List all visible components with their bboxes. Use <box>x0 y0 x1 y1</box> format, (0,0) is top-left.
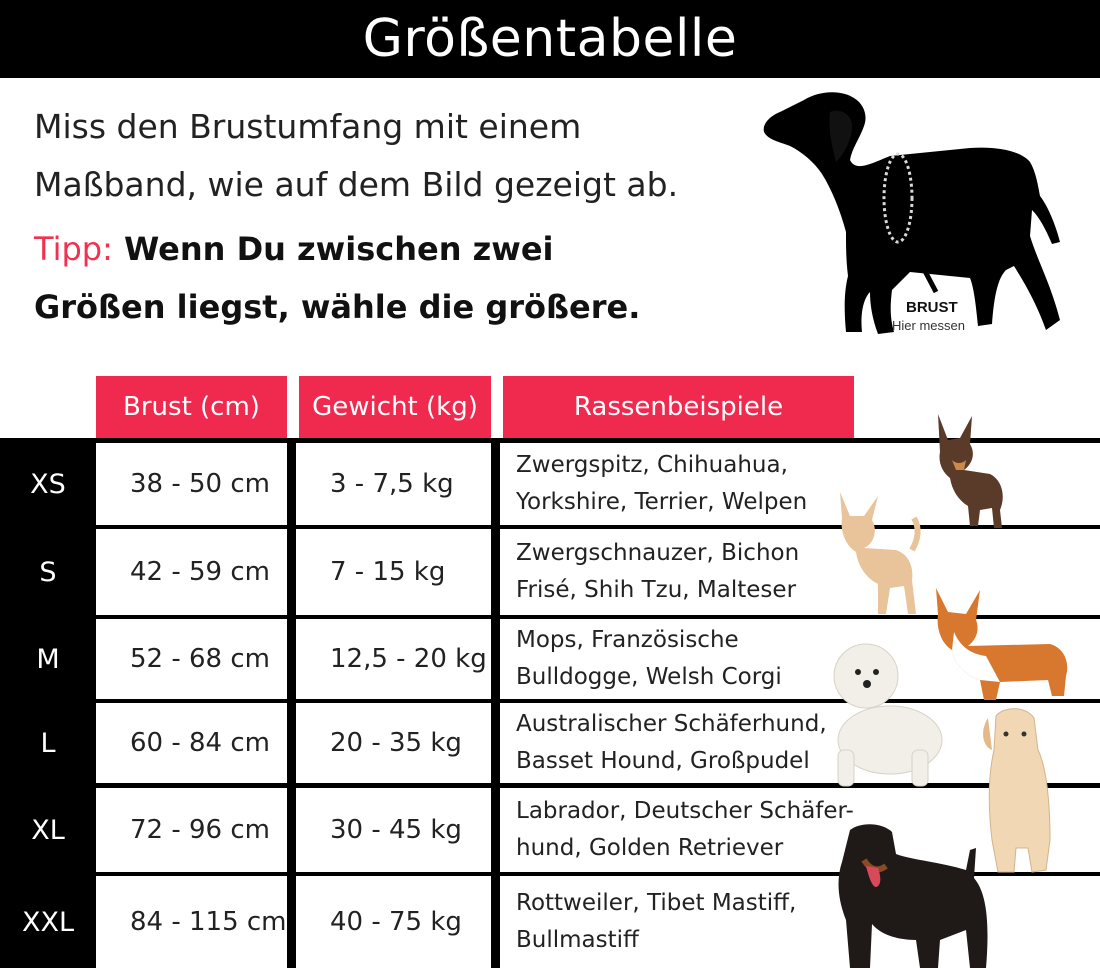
brust-sublabel: Hier messen <box>892 318 965 333</box>
table-row-xs-brust: 38 - 50 cm <box>96 443 287 525</box>
intro-line-2: Maßband, wie auf dem Bild gezeigt ab. <box>34 165 679 204</box>
tip-label: Tipp: <box>34 230 113 268</box>
brust-label: BRUST <box>906 299 958 316</box>
size-label-xl: XL <box>31 814 65 846</box>
rassen-line-1: Australischer Schäferhund, <box>516 711 827 737</box>
dog-silhouette <box>764 92 1060 334</box>
rassen-line-2: Yorkshire, Terrier, Welpen <box>516 489 808 515</box>
tip-line-1 <box>34 220 754 278</box>
table-row-xl-brust: 72 - 96 cm <box>96 788 287 872</box>
title-bar <box>0 0 1100 78</box>
rassen-line-1: Zwergspitz, Chihuahua, <box>516 452 788 478</box>
intro-line-1: Miss den Brustumfang mit einem <box>34 107 582 146</box>
header-rassen: Rassenbeispiele <box>503 376 854 438</box>
size-label-xs: XS <box>30 468 66 500</box>
rassen-line-2: Bullmastiff <box>516 927 639 953</box>
rassen-line-2: Bulldogge, Welsh Corgi <box>516 664 782 690</box>
rassen-line-1: Labrador, Deutscher Schäfer- <box>516 798 854 824</box>
table-row-xl-gewicht: 30 - 45 kg <box>296 788 491 872</box>
size-label-l: L <box>40 727 56 759</box>
page-title: Größentabelle <box>362 9 738 69</box>
rassen-line-1: Zwergschnauzer, Bichon <box>516 540 800 566</box>
table-row-xs-rassen <box>500 443 1100 525</box>
table-row-m-rassen <box>500 619 1100 699</box>
table-row-xxl-gewicht: 40 - 75 kg <box>296 876 491 968</box>
table-row-xxl-brust: 84 - 115 cm <box>96 876 287 968</box>
size-label-s: S <box>39 556 57 588</box>
table-row-l-gewicht: 20 - 35 kg <box>296 703 491 783</box>
table-row-l-brust: 60 - 84 cm <box>96 703 287 783</box>
rassen-line-2: Frisé, Shih Tzu, Malteser <box>516 577 797 603</box>
table-row-m-gewicht: 12,5 - 20 kg <box>296 619 491 699</box>
table-row-s-brust: 42 - 59 cm <box>96 529 287 615</box>
header-brust: Brust (cm) <box>96 376 287 438</box>
header-gewicht: Gewicht (kg) <box>299 376 491 438</box>
rassen-line-2: Basset Hound, Großpudel <box>516 748 810 774</box>
rassen-line-2: hund, Golden Retriever <box>516 835 784 861</box>
table-row-s-rassen <box>500 529 1100 615</box>
table-row-xs-gewicht: 3 - 7,5 kg <box>296 443 491 525</box>
tip-text-1: Wenn Du zwischen zwei <box>112 230 554 268</box>
dog-measure-illustration <box>760 86 1070 338</box>
size-label-xxl: XXL <box>21 906 75 938</box>
tip-line-2: Größen liegst, wähle die größere. <box>34 288 641 326</box>
table-row-s-gewicht: 7 - 15 kg <box>296 529 491 615</box>
rassen-line-1: Mops, Französische <box>516 627 739 653</box>
table-row-xl-rassen <box>500 788 1100 872</box>
rassen-line-1: Rottweiler, Tibet Mastiff, <box>516 890 797 916</box>
table-row-l-rassen <box>500 703 1100 783</box>
intro-text <box>34 98 754 336</box>
table-row-xxl-rassen <box>500 876 1100 968</box>
size-label-m: M <box>36 643 60 675</box>
table-row-m-brust: 52 - 68 cm <box>96 619 287 699</box>
